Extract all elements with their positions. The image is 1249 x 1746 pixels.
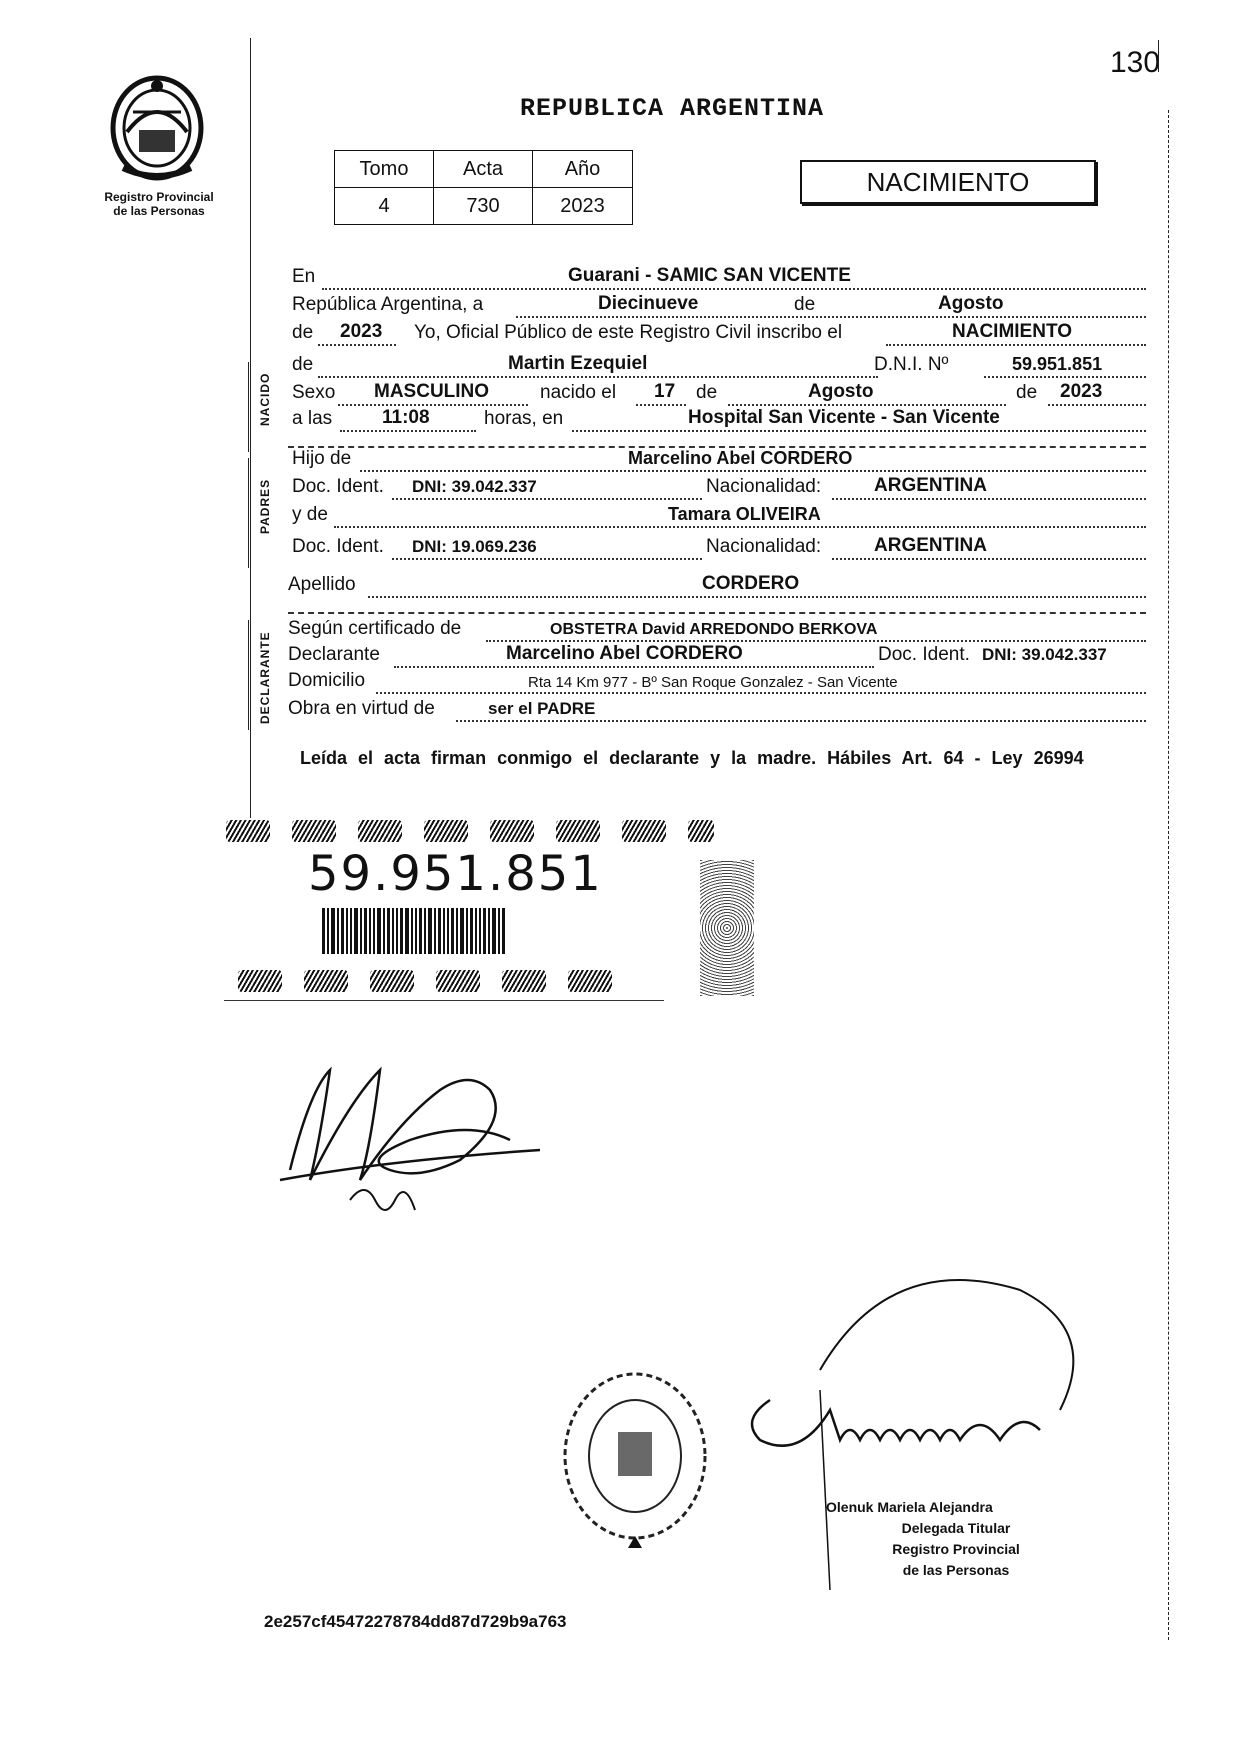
certificado-label: Según certificado de bbox=[288, 618, 462, 639]
padre-value: Marcelino Abel CORDERO bbox=[628, 448, 853, 468]
acta-table-value-row bbox=[335, 188, 633, 225]
doc3-value: DNI: 39.042.337 bbox=[982, 645, 1107, 664]
sticker-dni-number: 59.951.851 bbox=[308, 846, 603, 902]
sexo-label: Sexo bbox=[292, 382, 336, 403]
sticker-barcode bbox=[322, 908, 505, 954]
nombre-value: Martin Ezequiel bbox=[508, 353, 648, 374]
section-label-nacido: NACIDO bbox=[258, 372, 272, 426]
nac1-label: Nacionalidad: bbox=[706, 476, 822, 497]
doc1-label: Doc. Ident. bbox=[292, 476, 384, 497]
row-hijo bbox=[288, 444, 1146, 472]
acta-header-acta: Acta bbox=[434, 151, 533, 188]
de-label: de bbox=[794, 294, 816, 315]
declarante-label: Declarante bbox=[288, 644, 380, 665]
en-label: En bbox=[292, 266, 316, 287]
misiones-seal-icon bbox=[103, 72, 211, 184]
row-certificado bbox=[288, 614, 1146, 642]
document-hash: 2e257cf45472278784dd87d729b9a763 bbox=[264, 1612, 567, 1631]
certificado-value: OBSTETRA David ARREDONDO BERKOVA bbox=[550, 621, 878, 638]
hora-value: 11:08 bbox=[382, 407, 430, 428]
nac-de-label: de bbox=[696, 382, 718, 403]
logo-caption-line2: de las Personas bbox=[113, 204, 205, 218]
sexo-value: MASCULINO bbox=[374, 381, 490, 402]
logo-caption-line1: Registro Provincial bbox=[104, 190, 214, 204]
hijo-label: Hijo de bbox=[292, 448, 352, 469]
official-office-line2: de las Personas bbox=[902, 1562, 1010, 1578]
document-type-box bbox=[800, 160, 1096, 204]
page-title: REPUBLICA ARGENTINA bbox=[520, 94, 825, 123]
nac-mes: Agosto bbox=[808, 381, 874, 402]
row-doc2 bbox=[288, 532, 1146, 560]
tipo-value: NACIMIENTO bbox=[952, 321, 1072, 342]
official-name: Olenuk Mariela Alejandra bbox=[826, 1499, 993, 1515]
doc3-label: Doc. Ident. bbox=[878, 644, 970, 665]
de2-label: de bbox=[292, 322, 314, 343]
official-office-line1: Registro Provincial bbox=[892, 1541, 1020, 1557]
section-label-padres: PADRES bbox=[258, 478, 272, 534]
obra-value: ser el PADRE bbox=[488, 699, 596, 718]
declarante-signature bbox=[270, 1030, 550, 1230]
domicilio-value: Rta 14 Km 977 - Bº San Roque Gonzalez - San Vicente bbox=[528, 674, 898, 691]
row-oficial bbox=[288, 318, 1146, 346]
dni-value: 59.951.851 bbox=[1012, 354, 1103, 374]
declarante-bracket bbox=[248, 620, 249, 730]
row-declarante bbox=[288, 640, 1146, 668]
nac2-label: Nacionalidad: bbox=[706, 536, 822, 557]
nac2-value: ARGENTINA bbox=[874, 535, 987, 556]
acta-header-anio: Año bbox=[533, 151, 633, 188]
left-margin-line bbox=[250, 38, 251, 818]
lugar-value: Hospital San Vicente - San Vicente bbox=[688, 407, 1000, 428]
dia-value: Diecinueve bbox=[598, 293, 699, 314]
row-apellido bbox=[288, 570, 1146, 598]
row-fecha bbox=[288, 290, 1146, 318]
apellido-label: Apellido bbox=[288, 574, 356, 595]
right-margin-line bbox=[1168, 110, 1169, 1640]
doc2-value: DNI: 19.069.236 bbox=[412, 537, 537, 556]
page-edge-mark bbox=[1158, 40, 1159, 72]
row-domicilio bbox=[288, 666, 1146, 694]
page-number: 130 bbox=[1110, 46, 1161, 79]
acta-header-tomo: Tomo bbox=[335, 151, 434, 188]
nacido-bracket bbox=[248, 362, 249, 452]
madre-value: Tamara OLIVEIRA bbox=[668, 504, 821, 524]
section-label-declarante: DECLARANTE bbox=[258, 631, 272, 724]
oficial-text: Yo, Oficial Público de este Registro Civil inscribo el bbox=[414, 322, 843, 343]
declarante-value: Marcelino Abel CORDERO bbox=[506, 643, 743, 664]
nacido-label: nacido el bbox=[540, 382, 617, 403]
logo-caption bbox=[84, 190, 234, 218]
republica-label: República Argentina, a bbox=[292, 294, 484, 315]
closing-text: Leída el acta firman conmigo el declarante y la madre. Hábiles Art. 64 - Ley 26994 bbox=[300, 748, 1084, 768]
nombre-label: de bbox=[292, 354, 314, 375]
acta-value-acta: 730 bbox=[434, 188, 533, 225]
horas-label: horas, en bbox=[484, 408, 564, 429]
nac-anio: 2023 bbox=[1060, 381, 1103, 402]
domicilio-label: Domicilio bbox=[288, 670, 366, 691]
acta-table bbox=[334, 150, 633, 225]
sticker-rosettes-top bbox=[226, 820, 714, 842]
nac1-value: ARGENTINA bbox=[874, 475, 987, 496]
sticker-bottom-edge bbox=[224, 1000, 664, 1001]
province-logo bbox=[103, 72, 211, 184]
document-type: NACIMIENTO bbox=[866, 167, 1030, 197]
mes-value: Agosto bbox=[938, 293, 1004, 314]
anio-value: 2023 bbox=[340, 321, 383, 342]
row-en bbox=[288, 262, 1146, 290]
official-role: Delegada Titular bbox=[901, 1520, 1011, 1536]
doc1-value: DNI: 39.042.337 bbox=[412, 477, 537, 496]
alas-label: a las bbox=[292, 408, 333, 429]
official-stamp bbox=[826, 1497, 1086, 1581]
nac-dia: 17 bbox=[654, 381, 676, 402]
doc2-label: Doc. Ident. bbox=[292, 536, 384, 557]
yde-label: y de bbox=[292, 504, 328, 525]
padres-bracket bbox=[248, 458, 249, 568]
security-hologram-icon bbox=[700, 860, 754, 996]
row-nombre bbox=[288, 350, 1146, 378]
en-value: Guarani - SAMIC SAN VICENTE bbox=[568, 265, 851, 286]
row-obra bbox=[288, 694, 1146, 722]
nac-de2-label: de bbox=[1016, 382, 1038, 403]
row-hora bbox=[288, 404, 1146, 432]
round-seal-icon bbox=[550, 1360, 720, 1560]
acta-value-tomo: 4 bbox=[335, 188, 434, 225]
dni-label: D.N.I. Nº bbox=[874, 354, 949, 375]
row-madre bbox=[288, 500, 1146, 528]
row-doc1 bbox=[288, 472, 1146, 500]
row-sexo bbox=[288, 378, 1146, 406]
sticker-rosettes-bottom bbox=[238, 970, 612, 992]
acta-table-header-row bbox=[335, 151, 633, 188]
obra-label: Obra en virtud de bbox=[288, 698, 435, 719]
apellido-value: CORDERO bbox=[702, 573, 800, 594]
acta-value-anio: 2023 bbox=[533, 188, 633, 225]
